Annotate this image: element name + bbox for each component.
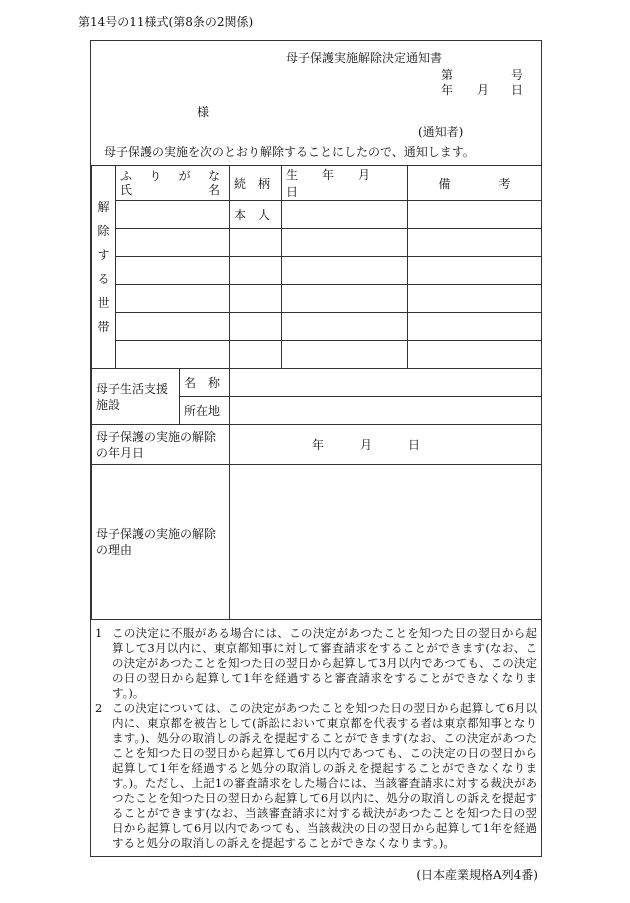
birthdate-cell[interactable] <box>282 313 408 341</box>
form-number: 第14号の11様式(第8条の2関係) <box>78 15 254 29</box>
remarks-cell[interactable] <box>408 341 542 369</box>
relation-cell[interactable] <box>230 285 282 313</box>
header-remarks: 備 考 <box>408 166 542 201</box>
table-row <box>92 201 542 229</box>
table-row <box>92 313 542 341</box>
relation-cell: 本 人 <box>230 201 282 229</box>
name-cell[interactable] <box>116 201 230 229</box>
notifier-label: (通知者) <box>418 125 464 139</box>
number-suffix: 号 <box>511 68 524 82</box>
intro-text: 母子保護の実施を次のとおり解除することにしたので、通知します。 <box>104 145 475 159</box>
name-cell[interactable] <box>116 285 230 313</box>
date-year-label: 年 <box>441 83 454 97</box>
birthdate-cell[interactable] <box>282 257 408 285</box>
remarks-cell[interactable] <box>408 285 542 313</box>
relation-cell[interactable] <box>230 257 282 285</box>
note-number: 2 <box>95 701 103 715</box>
household-table <box>91 165 542 620</box>
note-text: この決定については、この決定があつたことを知つた日の翌日から起算して6月以内に、東京都を被告として(訴訟において東京都を代表する者は東京都知事となります。)、処分の取消しの訴えを提起することができます(なお、この決定があつたことを知つた日の翌日から起算して6月以内であつても、この決定の日の翌日から起算して1年を経過すると処分の取消しの訴えを提起することができなくなります。)。ただし、上記1の審査請求をした場合には、当該審査請求に対する裁決があつたことを知つた日の翌日から起算して6月以内に、処分の取消しの訴えを提起することができます(なお、当該審査請求に対する裁決があつたことを知つた日の翌日から起算して6月以内であつても、当該裁決の日の翌日から起算して1年を経過すると処分の取消しの訴えを提起することができなくなります。)。 <box>112 701 537 850</box>
release-date-field[interactable]: 年 月 日 <box>230 425 542 465</box>
facility-label: 母子生活支援施設 <box>92 369 180 425</box>
remarks-cell[interactable] <box>408 313 542 341</box>
paper-size-note: (日本産業規格A列4番) <box>416 868 538 882</box>
remarks-cell[interactable] <box>408 257 542 285</box>
birthdate-cell[interactable] <box>282 229 408 257</box>
name-cell[interactable] <box>116 313 230 341</box>
release-reason-label: 母子保護の実施の解除の理由 <box>92 465 230 620</box>
note-text: この決定に不服がある場合には、この決定があつたことを知つた日の翌日から起算して3月以内に、東京都知事に対して審査請求をすることができます(なお、この決定があつたことを知つた日の翌日から起算して3月以内であつても、この決定の日の翌日から起算して1年を経過すると審査請求をすることができなくなります。)。 <box>112 626 537 700</box>
date-month-label: 月 <box>477 83 490 97</box>
addressee-suffix: 様 <box>197 105 210 119</box>
table-row <box>92 257 542 285</box>
header-birthdate: 生 年 月 日 <box>282 166 408 201</box>
release-reason-field[interactable] <box>230 465 542 620</box>
relation-cell[interactable] <box>230 313 282 341</box>
release-date-label: 母子保護の実施の解除の年月日 <box>92 425 230 465</box>
remarks-cell[interactable] <box>408 229 542 257</box>
name-cell[interactable] <box>116 257 230 285</box>
furigana-label: ふ り が な <box>120 169 220 183</box>
header-relation: 続 柄 <box>230 166 282 201</box>
table-row <box>92 285 542 313</box>
document-title: 母子保護実施解除決定通知書 <box>286 51 443 65</box>
header-name <box>116 166 230 201</box>
relation-cell[interactable] <box>230 229 282 257</box>
table-row <box>92 229 542 257</box>
note-item <box>95 701 537 851</box>
document-frame <box>90 40 542 857</box>
shimei-label: 氏 名 <box>120 183 220 197</box>
birthdate-cell[interactable] <box>282 341 408 369</box>
number-prefix: 第 <box>441 68 454 82</box>
name-cell[interactable] <box>116 229 230 257</box>
notes-section <box>95 626 537 851</box>
note-number: 1 <box>95 626 103 640</box>
section-label-household: 解 除 す る 世 帯 <box>92 166 116 369</box>
birthdate-cell[interactable] <box>282 201 408 229</box>
facility-address-label: 所在地 <box>180 397 230 425</box>
relation-cell[interactable] <box>230 341 282 369</box>
note-item <box>95 626 537 701</box>
facility-name-field[interactable] <box>230 369 542 397</box>
name-cell[interactable] <box>116 341 230 369</box>
facility-address-field[interactable] <box>230 397 542 425</box>
facility-name-label: 名 称 <box>180 369 230 397</box>
table-row <box>92 341 542 369</box>
birthdate-cell[interactable] <box>282 285 408 313</box>
date-day-label: 日 <box>511 83 524 97</box>
remarks-cell[interactable] <box>408 201 542 229</box>
